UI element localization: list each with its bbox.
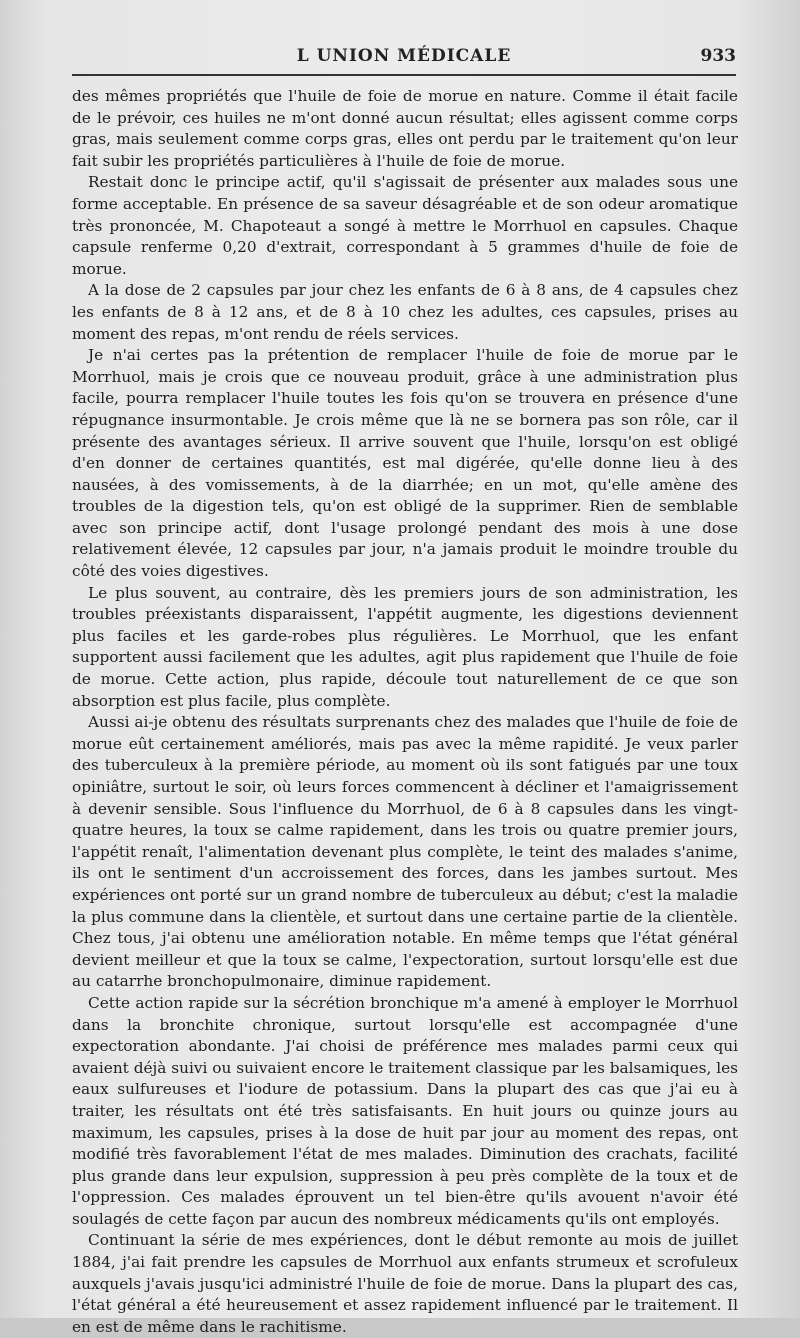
page-number: 933	[700, 46, 736, 66]
paragraph: Continuant la série de mes expériences, dont le début remonte au mois de juillet 1884, j'ai fait prendre les capsules de Morrhuol aux enfants strumeux et scrofuleux auxquels j'avais jusqu'ici administré l'huile de foie de morue. Dans la plupart des cas, l'état général a été heureusement et assez rapidement influencé par le traitement. Il en est de même dans le rachitisme.	[72, 1231, 738, 1336]
paragraph: Je n'ai certes pas la prétention de remplacer l'huile de foie de morue par le Morrhuol, mais je crois que ce nouveau produit, grâce à une administration plus facile, pourra remplacer l'huile toutes les fois qu'on se trouvera en présence d'une répugnance insurmontable. Je crois même que là ne se bornera pas son rôle, car il présente des avantages sérieux. Il arrive souvent que l'huile, lorsqu'on est obligé d'en donner de certaines quantités, est mal digérée, qu'elle donne lieu à des nausées, à des vomissements, à de la diarrhée; en un mot, qu'elle amène des troubles de la digestion tels, qu'on est obligé de la supprimer. Rien de semblable avec son principe actif, dont l'usage prolongé pendant des mois à une dose relativement élevée, 12 capsules par jour, n'a jamais produit le moindre trouble du côté des voies digestives.	[72, 346, 738, 581]
article-body	[72, 86, 738, 1338]
paragraph: des mêmes propriétés que l'huile de foie de morue en nature. Comme il était facile de le prévoir, ces huiles ne m'ont donné aucun résultat; elles agissent comme corps gras, mais seulement comme corps gras, elles ont perdu par le traitement qu'on leur fait subir les propriétés particulières à l'huile de foie de morue.	[72, 87, 738, 170]
page-header	[72, 40, 736, 76]
paragraph: Restait donc le principe actif, qu'il s'agissait de présenter aux malades sous une forme acceptable. En présence de sa saveur désagréable et de son odeur aromatique très prononcée, M. Chapoteaut a songé à mettre le Morrhuol en capsules. Chaque capsule renferme 0,20 d'extrait, correspondant à 5 grammes d'huile de foie de morue.	[72, 173, 738, 278]
paragraph: Cette action rapide sur la sécrétion bronchique m'a amené à employer le Morrhuol dans la bronchite chronique, surtout lorsqu'elle est accompagnée d'une expectoration abondante. J'ai choisi de préférence mes malades parmi ceux qui avaient déjà suivi ou suivaient encore le traitement classique par les balsamiques, les eaux sulfureuses et l'iodure de potassium. Dans la plupart des cas que j'ai eu à traiter, les résultats ont été très satisfaisants. En huit jours ou quinze jours au maximum, les capsules, prises à la dose de huit par jour au moment des repas, ont modifié très favorablement l'état de mes malades. Diminution des crachats, facilité plus grande dans leur expulsion, suppression à peu près complète de la toux et de l'oppression. Ces malades éprouvent un tel bien-être qu'ils avouent n'avoir été soulagés de cette façon par aucun des nombreux médicaments qu'ils ont employés.	[72, 993, 738, 1228]
paragraph: A la dose de 2 capsules par jour chez les enfants de 6 à 8 ans, de 4 capsules chez les enfants de 8 à 12 ans, et de 8 à 10 chez les adultes, ces capsules, prises au moment des repas, m'ont rendu de réels services.	[72, 281, 738, 343]
running-title: L UNION MÉDICALE	[296, 46, 512, 66]
paragraph: Aussi ai-je obtenu des résultats surprenants chez des malades que l'huile de foie de morue eût certainement améliorés, mais pas avec la même rapidité. Je veux parler des tuberculeux à la première période, au moment où ils sont fatigués par une toux opiniâtre, surtout le soir, où leurs forces commencent à décliner et l'amaigrissement à devenir sensible. Sous l'influence du Morrhuol, de 6 à 8 capsules dans les vingt-quatre heures, la toux se calme rapidement, dans les trois ou quatre premier jours, l'appétit renaît, l'alimentation devenant plus complète, le teint des malades s'anime, ils ont le sentiment d'un accroissement des forces, dans les jambes surtout. Mes expériences ont porté sur un grand nombre de tuberculeux au début; c'est la maladie la plus commune dans la clientèle, et surtout dans une certaine partie de la clientèle. Chez tous, j'ai obtenu une amélioration notable. En même temps que l'état général devient meilleur et que la toux se calme, l'expectoration, surtout lorsqu'elle est due au catarrhe bronchopulmonaire, diminue rapidement.	[72, 713, 738, 991]
header-rule	[72, 74, 736, 76]
paragraph: Le plus souvent, au contraire, dès les premiers jours de son administration, les troubles préexistants disparaissent, l'appétit augmente, les digestions deviennent plus faciles et les garde-robes plus régulières. Le Morrhuol, que les enfant supportent aussi facilement que les adultes, agit plus rapidement que l'huile de foie de morue. Cette action, plus rapide, découle tout naturellement de ce que son absorption est plus facile, plus complète.	[72, 583, 738, 710]
